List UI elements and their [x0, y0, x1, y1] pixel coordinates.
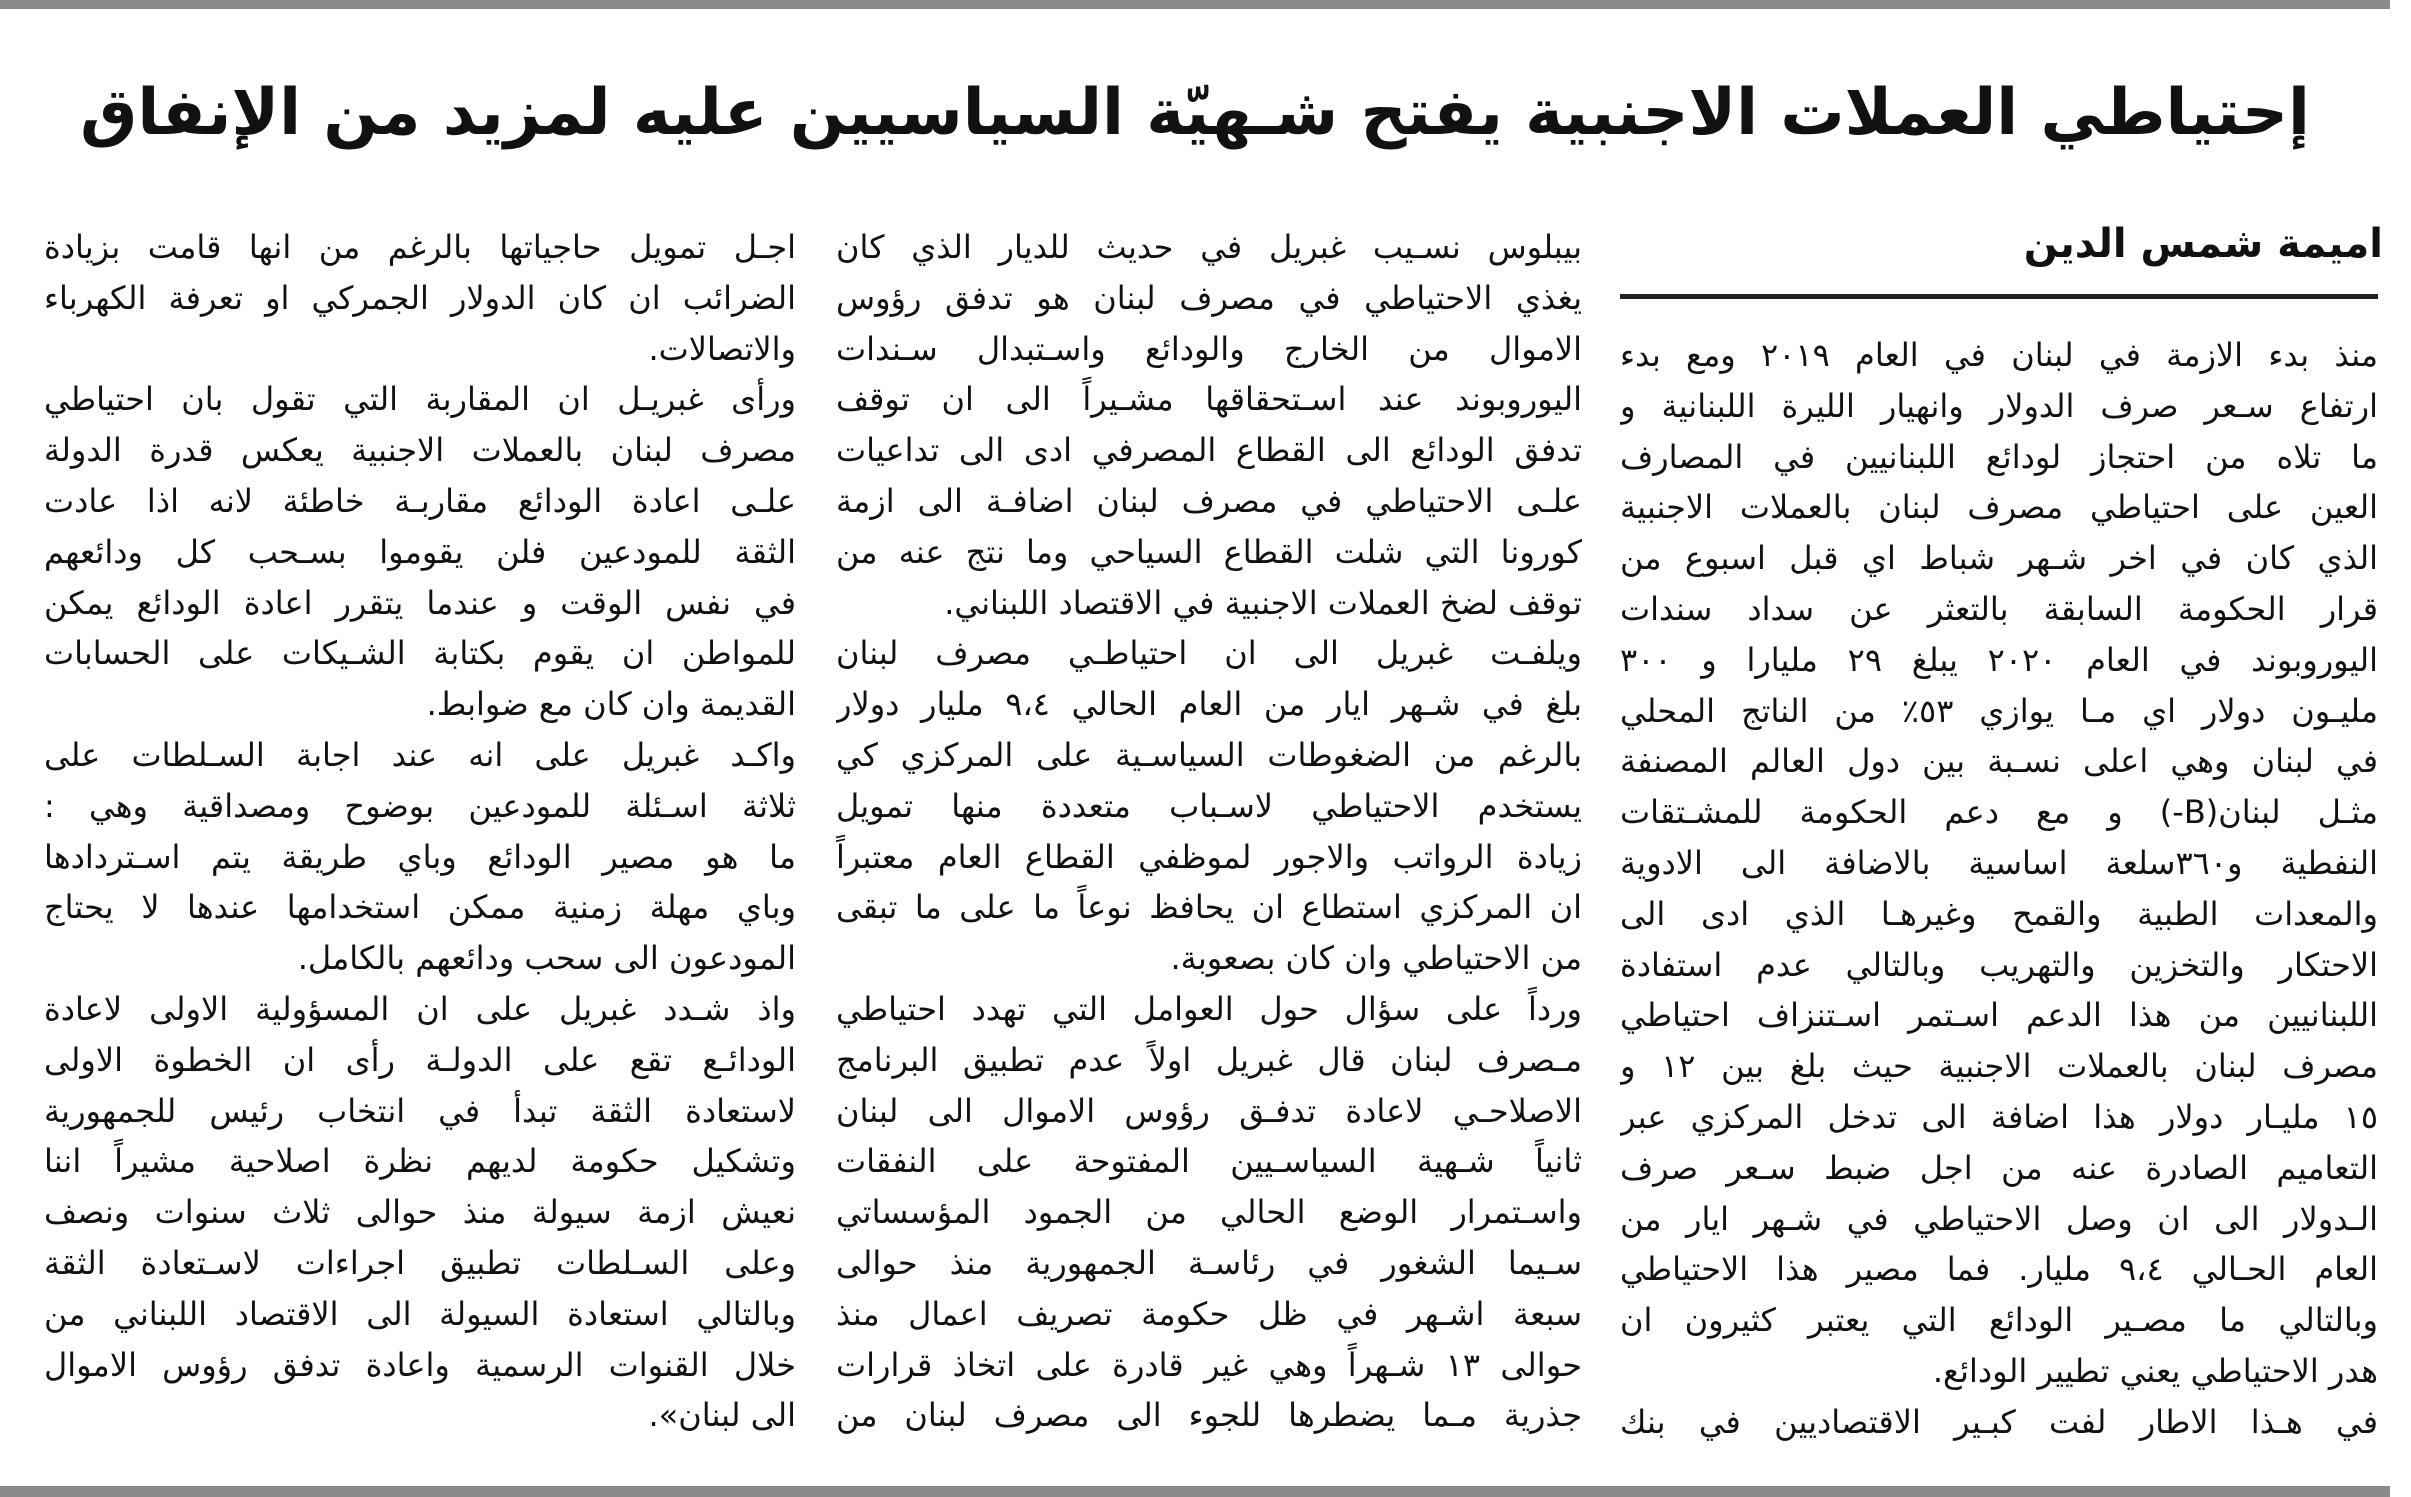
article-line: مثـل لبنان(B-) و مع دعم الحكومة للمشـتقات [1620, 793, 2378, 832]
article-line: قرار الحكومة السابقة بالتعثر عن سداد سندات [1620, 589, 2378, 628]
article-line: ورأى غبريـل ان المقاربة التي تقول بان احتياطي [44, 380, 796, 419]
article-line: في نفس الوقت و عندما يتقرر اعادة الودائع يمكن [44, 583, 796, 622]
article-line: وبالتالي ما مصـير الودائع التي يعتبر كثيرون ان [1620, 1301, 2378, 1340]
article-line: الاموال من الخارج والودائع واسـتبدال سـندات [836, 329, 1582, 368]
top-rule [0, 0, 2390, 9]
article-line: توقف لضخ العملات الاجنبية في الاقتصاد اللبناني. [944, 583, 1582, 622]
byline: اميمة شمس الدين [2023, 221, 2383, 267]
article-line: بيبلوس نسـيب غبريل في حديث للديار الذي كان [836, 228, 1582, 266]
article-line: الاصلاحـي لاعادة تدفـق رؤوس الاموال الى لبنان [836, 1091, 1582, 1130]
article-line: الذي كان في اخر شـهر شباط اي قبل اسبوع من [1620, 539, 2378, 578]
article-line: وعلى السـلطات تطبيق اجراءات لاسـتعادة الثقة [44, 1243, 796, 1282]
article-line: الاحتكار والتخزين والتهريب وبالتالي عدم استفادة [1620, 945, 2378, 984]
article-line: للمواطن ان يقوم بكتابة الشـيكات على الحسابات [44, 634, 796, 673]
article-line: علـى الاحتياطي في مصرف لبنان اضافـة الى ازمة [836, 481, 1582, 520]
article-line: ١٥ مليـار دولار هذا اضافة الى تدخل المركزي عبر [1620, 1097, 2378, 1136]
article-line: اليوروبوند في العام ٢٠٢٠ يبلغ ٢٩ مليارا و ٣٠٠ [1620, 640, 2378, 679]
article-line: وتشكيل حكومة لديهم نظرة اصلاحية مشيراً اننا [44, 1142, 796, 1181]
article-line: واكـد غبريل على انه عند اجابة السـلطات على [44, 735, 796, 774]
article-line: هدر الاحتياطي يعني تطيير الودائع. [1932, 1351, 2378, 1390]
article-column-2 [836, 222, 1582, 1441]
article-line: يستخدم الاحتياطي لاسـباب متعددة منها تمويل [836, 786, 1582, 825]
article-line: العين على احتياطي مصرف لبنان بالعملات الاجنبية [1620, 488, 2378, 527]
article-line: العام الحـالي ٩،٤ مليار. فما مصير هذا الاحتياطي [1620, 1250, 2378, 1289]
article-line: الى لبنان». [648, 1396, 796, 1435]
article-line: سـيما الشغور في رئاسـة الجمهورية منذ حوالى [836, 1243, 1582, 1282]
article-line: تدفق الودائع الى القطاع المصرفي ادى الى تداعيات [836, 431, 1582, 470]
article-line: سبعة اشـهر في ظل حكومة تصريف اعمال منذ [836, 1294, 1582, 1333]
article-line: بالرغم من الضغوطات السياسـية على المركزي كي [836, 735, 1582, 774]
article-line: والمعدات الطبية والقمح وغيرهـا الذي ادى الى [1620, 894, 2378, 933]
article-line: في هـذا الاطار لفت كبـير الاقتصاديين في بنك [1620, 1402, 2378, 1441]
article-line: جذرية مـما يضطرها للجوء الى مصرف لبنان من [836, 1396, 1582, 1435]
article-line: اليوروبوند عند اسـتحقاقها مشـيراً الى ان توقف [836, 380, 1582, 419]
article-column-1 [1620, 330, 2378, 1448]
article-line: القديمة وان كان مع ضوابط. [426, 685, 796, 724]
article-line: الضرائب ان كان الدولار الجمركي او تعرفة الكهرباء [44, 278, 796, 317]
article-line: في لبنان وهي اعلى نسـبة بين دول العالم المصنفة [1620, 742, 2378, 781]
article-line: مصرف لبنان بالعملات الاجنبية حيث بلغ بين ١٢ و [1620, 1047, 2378, 1086]
article-line: النفطية و٣٦٠سلعة اساسية بالاضافة الى الادوية [1620, 843, 2378, 882]
article-line: منذ بدء الازمة في لبنان في العام ٢٠١٩ ومع بدء [1620, 336, 2378, 374]
article-line: ارتفاع سـعر صرف الدولار وانهيار الليرة اللبنانية و [1620, 386, 2378, 425]
article-line: الودائـع تقع على الدولـة رأى ان الخطوة الاولى [44, 1040, 796, 1079]
article-line: ان المركزي استطاع ان يحافظ نوعاً ما على ما تبقى [836, 888, 1582, 927]
article-line: نعيش ازمة سيولة منذ حوالى ثلاث سنوات ونصف [44, 1193, 796, 1232]
article-line: الثقة للمودعين فلن يقوموا بسـحب كل ودائعهم [44, 532, 796, 571]
article-line: ثانياً شـهية السياسـيين المفتوحة على النفقات [836, 1142, 1582, 1181]
article-line: ورداً على سؤال حول العوامل التي تهدد احتياطي [836, 989, 1582, 1028]
article-line: خلال القنوات الرسمية واعادة تدفق رؤوس الاموال [44, 1345, 796, 1384]
article-line: لاستعادة الثقة تبدأ في انتخاب رئيس للجمهورية [44, 1091, 796, 1130]
article-line: وباي مهلة زمنية ممكن استخدامها عندها لا يحتاج [44, 888, 796, 927]
article-line: ويلفـت غبريل الى ان احتياطـي مصرف لبنان [836, 634, 1582, 673]
article-line: واسـتمرار الوضع الحالي من الجمود المؤسساتي [836, 1193, 1582, 1232]
article-line: الـدولار الى ان وصل الاحتياطي في شـهر ايار من [1620, 1199, 2378, 1238]
bottom-rule [0, 1486, 2390, 1497]
headline: إحتياطي العملات الاجنبية يفتح شـهيّة السياسيين عليه لمزيد من الإنفاق [80, 76, 2310, 150]
article-line: يغذي الاحتياطي في مصرف لبنان هو تدفق رؤوس [836, 278, 1582, 317]
article-line: ما تلاه من احتجاز لودائع اللبنانيين في المصارف [1620, 437, 2378, 476]
article-line: ثلاثة اسـئلة للمودعين بوضوح ومصداقية وهي : [44, 786, 796, 825]
article-line: اللبنانيين من هذا الدعم اسـتمر اسـتنزاف احتياطي [1620, 996, 2378, 1035]
article-line: التعاميم الصادرة عنه من اجل ضبط سـعر صرف [1620, 1148, 2378, 1187]
article-line: ما هو مصير الودائع وباي طريقة يتم اسـتردادها [44, 837, 796, 876]
article-line: من الاحتياطي وان كان بصعوبة. [1170, 939, 1582, 978]
article-line: وبالتالي استعادة السيولة الى الاقتصاد اللبناني من [44, 1294, 796, 1333]
article-column-3 [44, 222, 796, 1441]
article-line: مـصرف لبنان قال غبريل اولاً عدم تطبيق البرنامج [836, 1040, 1582, 1079]
article-line: بلغ في شـهر ايار من العام الحالي ٩،٤ مليار دولار [836, 685, 1582, 724]
article-line: والاتصالات. [648, 329, 796, 368]
article-line: حوالى ١٣ شـهراً وهي غير قادرة على اتخاذ قرارات [836, 1345, 1582, 1384]
article-line: علـى اعادة الودائع مقاربـة خاطئة لانه اذا عادت [44, 481, 796, 520]
article-line: كورونا التي شلت القطاع السياحي وما نتج عنه من [836, 532, 1582, 571]
byline-rule [1620, 294, 2378, 299]
article-line: واذ شـدد غبريل على ان المسؤولية الاولى لاعادة [44, 989, 796, 1028]
article-line: مصرف لبنان بالعملات الاجنبية يعكس قدرة الدولة [44, 431, 796, 470]
article-line: زيادة الرواتب والاجور لموظفي القطاع العام معتبراً [836, 837, 1582, 876]
article-line: مليـون دولار اي مـا يوازي ٥٣٪ من الناتج المحلي [1620, 691, 2378, 730]
article-line: المودعون الى سحب ودائعهم بالكامل. [297, 939, 796, 978]
article-line: اجـل تمويل حاجياتها بالرغم من انها قامت بزيادة [44, 228, 796, 266]
